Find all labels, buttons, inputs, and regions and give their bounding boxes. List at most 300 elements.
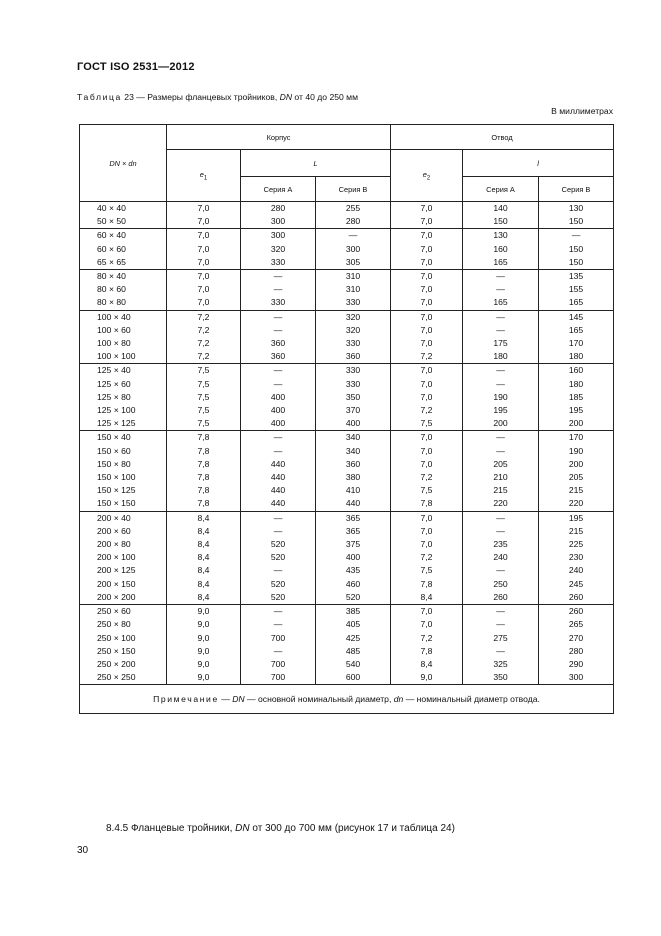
cell-value: 100 × 60 [97,324,131,335]
cell-value: 440 [345,498,361,509]
table-note: Примечание — DN — основной номинальный диаметр, dn — номинальный диаметр отвода. [80,685,614,714]
cell-value: 340 [345,432,361,443]
table-cell [167,270,241,311]
cell-value: 135 [568,271,584,282]
cell-value: — [496,606,505,617]
table-cell [391,310,463,364]
cell-value: 150 × 100 [97,472,136,483]
cell-value: 330 [270,297,286,308]
cell-value: 125 × 80 [97,391,131,402]
table-cell [463,511,539,604]
cell-value: 215 [568,485,584,496]
cell-value: 380 [345,472,361,483]
cell-value: 7,0 [420,311,433,322]
cell-value: 255 [345,203,361,213]
table-cell [80,364,167,431]
cell-value: 130 [493,230,508,241]
header-L-series-b: Серия В [316,177,391,202]
cell-value: 9,0 [197,606,210,617]
table-cell [463,229,539,270]
cell-value: 540 [345,658,361,669]
table-cell [241,364,316,431]
cell-value: 150 [568,216,584,227]
cell-value: 190 [493,391,508,402]
cell-value: 600 [345,672,361,683]
caption-text-b: от 40 до 250 мм [292,92,359,102]
cell-value: 100 × 80 [97,338,131,349]
table-cell [539,511,614,604]
cell-value: 7,0 [420,525,433,536]
cell-value: 320 [270,243,286,254]
cell-value: 290 [568,658,584,669]
table-cell [463,605,539,685]
cell-value: 150 × 60 [97,445,131,456]
cell-value: 205 [568,472,584,483]
table-cell [316,511,391,604]
cell-value: 7,8 [420,578,433,589]
cell-value: 7,8 [420,498,433,509]
cell-value: 80 × 80 [97,297,126,308]
cell-value: 215 [493,485,508,496]
table-cell [80,431,167,511]
cell-value: 200 × 40 [97,512,131,523]
cell-value: 200 × 100 [97,552,136,563]
cell-value: 80 × 60 [97,284,126,295]
cell-value: 325 [493,658,508,669]
cell-value: — [273,619,283,630]
cell-value: 360 [270,351,286,362]
cell-value: 9,0 [197,658,210,669]
cell-value: 7,0 [420,432,433,443]
cell-value: 330 [345,378,361,389]
cell-value: 310 [345,284,361,295]
cell-value: 200 × 200 [97,591,136,602]
cell-value: 7,0 [420,445,433,456]
cell-value: 360 [270,338,286,349]
cell-value: 7,0 [197,256,210,267]
page-number: 30 [77,845,89,856]
cell-value: 7,0 [197,284,210,295]
table-cell [463,364,539,431]
cell-value: 50 × 50 [97,216,126,227]
cell-value: 195 [568,405,584,416]
caption-number: 23 [124,92,134,102]
cell-value: 8,4 [420,591,433,602]
cell-value: 60 × 60 [97,243,126,254]
table-cell [391,229,463,270]
cell-value: 400 [270,391,286,402]
table-cell [241,310,316,364]
cell-value: 400 [345,552,361,563]
table-cell [539,202,614,229]
cell-value: 365 [345,525,361,536]
cell-value: 700 [270,658,286,669]
cell-value: 7,2 [420,405,433,416]
cell-value: 7,0 [197,297,210,308]
cell-value: 8,4 [197,552,210,563]
cell-value: 7,0 [420,243,433,254]
cell-value: 7,0 [420,230,433,241]
cell-value: 340 [345,445,361,456]
header-branch: Отвод [391,125,614,150]
cell-value: 9,0 [197,645,210,656]
table-caption [77,92,358,102]
table-body [80,202,614,685]
cell-value: 165 [493,256,508,267]
table-cell [539,364,614,431]
cell-value: 7,0 [420,619,433,630]
cell-value: 8,4 [197,539,210,550]
cell-value: 125 × 100 [97,405,136,416]
cell-value: 260 [568,606,584,617]
cell-value: 8,4 [420,658,433,669]
cell-value: 440 [270,498,286,509]
cell-value: 320 [345,324,361,335]
cell-value: 265 [568,619,584,630]
cell-value: — [496,512,505,523]
cell-value: 700 [270,632,286,643]
table-cell [391,202,463,229]
cell-value: 400 [270,418,286,429]
cell-value: 160 [493,243,508,254]
table-cell [316,605,391,685]
table-cell [391,511,463,604]
cell-value: 185 [568,391,584,402]
cell-value: 240 [568,565,584,576]
cell-value: 180 [568,351,584,362]
cell-value: 7,0 [420,256,433,267]
cell-value: 7,0 [420,324,433,335]
cell-value: 300 [568,672,584,683]
cell-value: 125 × 125 [97,418,136,429]
cell-value: 320 [345,311,361,322]
dimensions-table [79,124,614,714]
cell-value: 385 [345,606,361,617]
cell-value: 330 [270,256,286,267]
cell-value: 7,2 [197,324,210,335]
cell-value: 280 [345,216,361,227]
cell-value: 210 [493,472,508,483]
caption-text-a: — Размеры фланцевых тройников, [133,92,280,102]
cell-value: 310 [345,271,361,282]
cell-value: 375 [345,539,361,550]
table-group-row [80,202,614,229]
cell-value: 7,8 [420,645,433,656]
cell-value: 8,4 [197,591,210,602]
cell-value: 7,5 [197,378,210,389]
cell-value: 8,4 [197,565,210,576]
cell-value: 140 [493,203,508,213]
cell-value: 7,2 [197,338,210,349]
cell-value: 8,4 [197,525,210,536]
cell-value: 300 [270,230,286,241]
table-cell [167,202,241,229]
cell-value: 330 [345,365,361,376]
cell-value: 440 [270,458,286,469]
cell-value: 80 × 40 [97,271,126,282]
cell-value: 165 [493,297,508,308]
cell-value: — [348,230,358,241]
table-group-row [80,310,614,364]
cell-value: — [273,284,283,295]
cell-value: 7,8 [197,445,210,456]
cell-value: — [571,230,581,241]
cell-value: 145 [568,311,584,322]
table-group-row [80,511,614,604]
cell-value: — [273,378,283,389]
cell-value: — [273,606,283,617]
cell-value: 7,2 [420,552,433,563]
cell-value: 435 [345,565,361,576]
cell-value: 400 [345,418,361,429]
table-cell [539,310,614,364]
table-cell [463,270,539,311]
cell-value: 520 [270,591,286,602]
cell-value: 200 × 80 [97,539,131,550]
cell-value: 400 [270,405,286,416]
cell-value: 200 × 60 [97,525,131,536]
table-cell [316,270,391,311]
cell-value: 7,5 [420,485,433,496]
table-cell [391,270,463,311]
cell-value: 235 [493,539,508,550]
cell-value: 220 [568,498,584,509]
cell-value: 225 [568,539,584,550]
table-group-row [80,431,614,511]
table-cell [167,229,241,270]
cell-value: 520 [345,591,361,602]
cell-value: 330 [345,338,361,349]
cell-value: — [273,311,283,322]
cell-value: — [496,619,505,630]
cell-value: — [496,645,505,656]
cell-value: 7,0 [420,458,433,469]
cell-value: 150 × 40 [97,432,131,443]
cell-value: 350 [345,391,361,402]
cell-value: 7,0 [420,391,433,402]
cell-value: 7,0 [197,243,210,254]
units-label: В миллиметрах [551,106,613,116]
cell-value: 7,0 [197,203,210,213]
cell-value: 300 [270,216,286,227]
cell-value: 250 × 80 [97,619,131,630]
cell-value: 100 × 40 [97,311,131,322]
header-l: l [463,150,614,177]
cell-value: — [273,645,283,656]
table-cell [463,431,539,511]
table-cell [316,431,391,511]
header-e1: $e_1$ [167,150,241,202]
cell-value: 220 [493,498,508,509]
cell-value: 180 [493,351,508,362]
table-cell [241,511,316,604]
table-cell [391,431,463,511]
table-cell [80,202,167,229]
cell-value: — [496,311,505,322]
cell-value: 7,2 [420,632,433,643]
cell-value: 8,4 [197,512,210,523]
cell-value: 7,0 [420,297,433,308]
cell-value: 7,8 [197,458,210,469]
cell-value: 7,5 [197,391,210,402]
cell-value: — [273,432,283,443]
cell-value: 230 [568,552,584,563]
table-cell [316,229,391,270]
cell-value: 125 × 40 [97,365,131,376]
header-L: L [241,150,391,177]
cell-value: 250 × 250 [97,672,136,683]
cell-value: 125 × 60 [97,378,131,389]
table-cell [539,270,614,311]
cell-value: — [273,271,283,282]
table-cell [80,310,167,364]
table-cell [241,431,316,511]
cell-value: 245 [568,578,584,589]
cell-value: 150 × 125 [97,485,136,496]
cell-value: 250 × 150 [97,645,136,656]
cell-value: — [273,512,283,523]
cell-value: 360 [345,458,361,469]
cell-value: 7,0 [420,378,433,389]
cell-value: 8,4 [197,578,210,589]
header-L-series-a: Серия А [241,177,316,202]
cell-value: 330 [345,297,361,308]
cell-value: — [496,271,505,282]
cell-value: 9,0 [197,632,210,643]
cell-value: 520 [270,552,286,563]
cell-value: 7,2 [197,311,210,322]
table-group-row [80,605,614,685]
cell-value: 7,5 [197,405,210,416]
cell-value: 7,0 [420,216,433,227]
cell-value: 700 [270,672,286,683]
cell-value: 250 × 60 [97,606,131,617]
table-cell [539,431,614,511]
cell-value: 7,5 [420,565,433,576]
cell-value: 170 [568,338,584,349]
table-cell [167,605,241,685]
cell-value: — [496,565,505,576]
cell-value: 7,8 [197,472,210,483]
cell-value: 460 [345,578,361,589]
caption-dn: DN [279,92,293,102]
table-cell [80,511,167,604]
cell-value: — [273,565,283,576]
table-cell [167,310,241,364]
header-l-series-b: Серия В [539,177,614,202]
header-l-series-a: Серия А [463,177,539,202]
table-cell [241,229,316,270]
cell-value: 280 [270,203,286,213]
cell-value: 215 [568,525,584,536]
cell-value: 7,0 [420,271,433,282]
cell-value: 150 × 80 [97,458,131,469]
header-e2: $e_2$ [391,150,463,202]
cell-value: 40 × 40 [97,203,126,213]
table-cell [391,364,463,431]
cell-value: 7,2 [420,351,433,362]
cell-value: 65 × 65 [97,256,126,267]
cell-value: 200 × 150 [97,578,136,589]
cell-value: 250 × 100 [97,632,136,643]
cell-value: 7,0 [420,338,433,349]
cell-value: 180 [568,378,584,389]
cell-value: 165 [568,297,584,308]
cell-value: — [496,365,505,376]
cell-value: 365 [345,512,361,523]
cell-value: — [273,365,283,376]
cell-value: 250 [493,578,508,589]
cell-value: 7,0 [197,271,210,282]
cell-value: 7,0 [420,284,433,295]
cell-value: 100 × 100 [97,351,136,362]
cell-value: — [496,525,505,536]
table-group-row [80,364,614,431]
cell-value: 195 [568,512,584,523]
cell-value: 405 [345,619,361,630]
cell-value: — [496,378,505,389]
header-body: Корпус [167,125,391,150]
cell-value: — [273,445,283,456]
cell-value: 155 [568,284,584,295]
cell-value: 440 [270,485,286,496]
cell-value: — [496,284,505,295]
cell-value: 300 [345,243,361,254]
cell-value: — [273,324,283,335]
cell-value: 7,0 [420,539,433,550]
table-cell [80,229,167,270]
cell-value: 410 [345,485,361,496]
cell-value: 7,0 [197,230,210,241]
cell-value: 175 [493,338,508,349]
cell-value: 200 × 125 [97,565,136,576]
table-cell [391,605,463,685]
cell-value: — [273,525,283,536]
cell-value: 360 [345,351,361,362]
caption-prefix: Таблица [77,92,122,102]
cell-value: 160 [568,365,584,376]
table-cell [539,605,614,685]
cell-value: 350 [493,672,508,683]
table-cell [241,270,316,311]
cell-value: 7,5 [197,365,210,376]
cell-value: 165 [568,324,584,335]
table-cell [463,202,539,229]
cell-value: 130 [568,203,584,213]
cell-value: 440 [270,472,286,483]
cell-value: 7,0 [420,365,433,376]
cell-value: 520 [270,539,286,550]
cell-value: 305 [345,256,361,267]
table-cell [241,605,316,685]
cell-value: 150 × 150 [97,498,136,509]
cell-value: — [496,445,505,456]
cell-value: 260 [568,591,584,602]
cell-value: 370 [345,405,361,416]
cell-value: 7,5 [197,418,210,429]
cell-value: 485 [345,645,361,656]
cell-value: 190 [568,445,584,456]
cell-value: 7,5 [420,418,433,429]
cell-value: 150 [568,256,584,267]
table-cell [539,229,614,270]
table-cell [80,270,167,311]
cell-value: 7,0 [197,216,210,227]
cell-value: 520 [270,578,286,589]
cell-value: 240 [493,552,508,563]
table-cell [316,364,391,431]
table-cell [316,202,391,229]
